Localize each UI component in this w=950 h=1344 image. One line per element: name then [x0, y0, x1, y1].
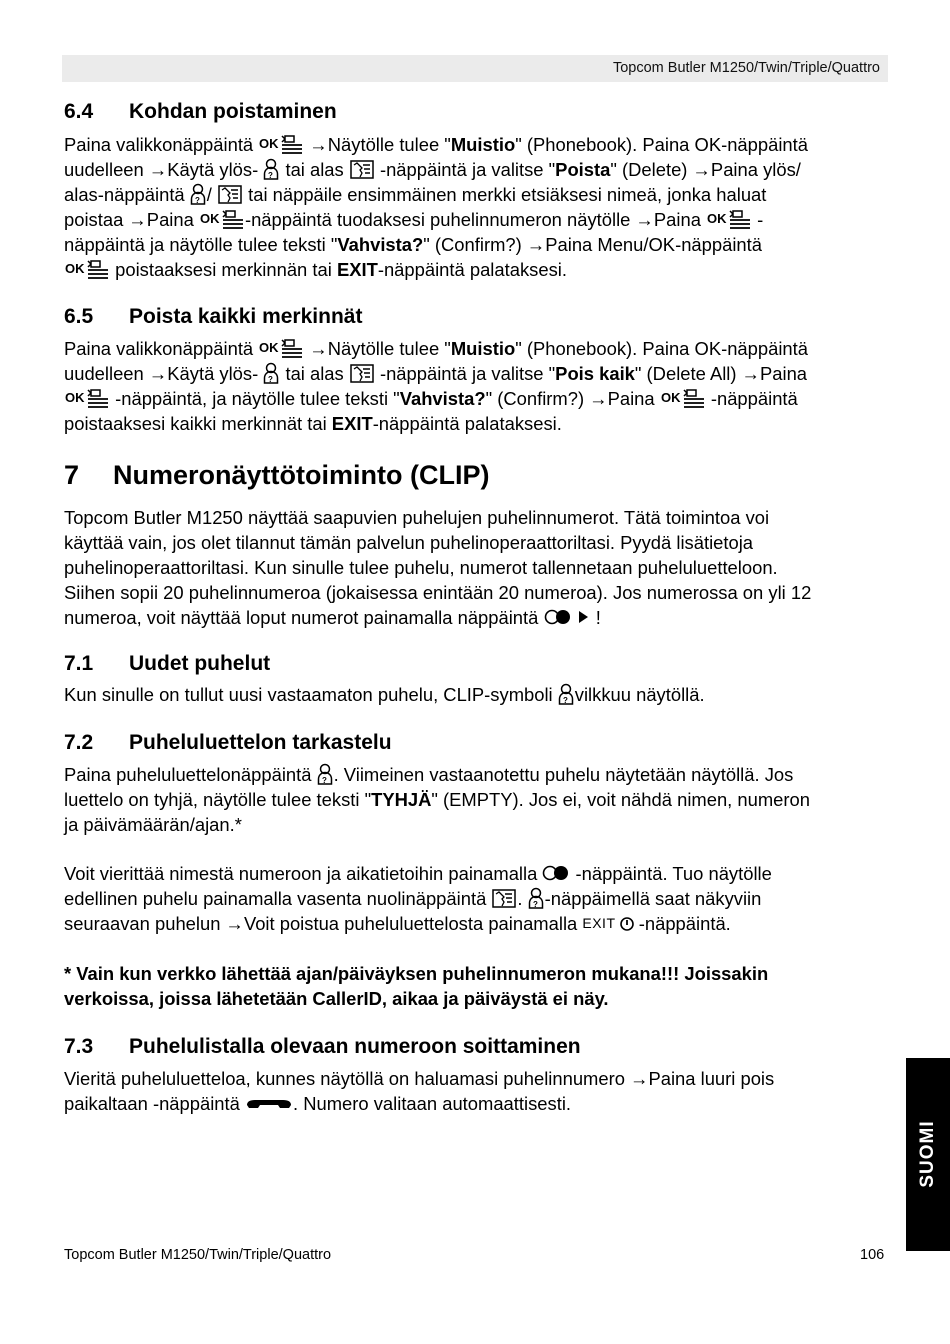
section-7-2-body-continued	[64, 861, 894, 936]
text: " (Delete All) →Paina	[634, 363, 808, 384]
ok-menu-icon	[258, 133, 304, 155]
text: " (Delete) →Paina ylös/	[610, 159, 801, 180]
text: -näppäintä tuodaksesi puhelinnumeron näytölle →Paina	[244, 209, 707, 230]
text: -näppäintä	[705, 388, 798, 409]
text: -	[752, 209, 764, 230]
section-7-2-body	[64, 762, 894, 837]
person-icon	[317, 763, 334, 785]
bold-text: Poista	[555, 159, 611, 180]
text: " (EMPTY). Jos ei, voit nähdä nimen, numeron	[431, 789, 810, 810]
text: " (Phonebook). Paina OK-näppäintä	[515, 338, 808, 359]
text: -näppäimellä saat näkyviin	[544, 888, 762, 909]
text: tai alas	[280, 159, 349, 180]
ok-menu-icon	[660, 387, 706, 409]
person-icon	[190, 183, 207, 205]
text-line: Topcom Butler M1250 näyttää saapuvien puhelujen puhelinnumerot. Tätä toimintoa voi	[64, 507, 770, 528]
text: .	[517, 888, 528, 909]
bold-text: Muistio	[450, 134, 516, 155]
footnote-line: * Vain kun verkko lähettää ajan/päiväyksen puhelinnumeron mukana!!! Joissakin	[64, 963, 769, 984]
text: seuraavan puhelun →Voit poistua puheluluettelosta painamalla	[64, 913, 583, 934]
text: !	[590, 607, 601, 628]
section-number: 6.5	[64, 305, 94, 328]
chapter-title: Numeronäyttötoiminto (CLIP)	[113, 460, 490, 490]
play-arrow-icon	[577, 608, 591, 626]
section-number: 6.4	[64, 100, 94, 123]
section-number: 7.1	[64, 652, 94, 675]
text-line: käyttää vain, jos olet tilannut tämän palvelun puhelinoperaattoriltasi. Pyydä lisätietoja	[64, 532, 754, 553]
footnote-line: verkoissa, joissa lähetetään CallerID, aikaa ja päiväystä ei näy.	[64, 988, 609, 1009]
section-title: Puhelulistalla olevaan numeroon soittaminen	[129, 1035, 581, 1058]
ok-menu-icon	[199, 208, 245, 230]
text: -näppäintä, ja näytölle tulee teksti "	[110, 388, 400, 409]
chapter-number: 7	[64, 460, 80, 490]
text: uudelleen →Käytä ylös-	[64, 363, 264, 384]
bold-text: EXIT	[336, 259, 378, 280]
bold-text: Vahvista?	[399, 388, 486, 409]
ok-menu-icon	[258, 337, 304, 359]
chapter-7-body	[64, 505, 894, 630]
person-icon	[528, 887, 545, 909]
text: poistaa →Paina	[64, 209, 199, 230]
page-number: 106	[860, 1247, 885, 1263]
toggle-key-icon	[544, 608, 572, 626]
section-7-3-body	[64, 1066, 894, 1116]
text: -näppäintä.	[633, 913, 731, 934]
section-title: Uudet puhelut	[129, 652, 271, 675]
text: -näppäintä palataksesi.	[372, 413, 562, 434]
text: -näppäintä palataksesi.	[377, 259, 567, 280]
ok-menu-icon	[64, 258, 110, 280]
bold-text: EXIT	[331, 413, 373, 434]
text: tai näppäile ensimmäinen merkki etsiäksesi nimeä, jonka haluat	[243, 184, 767, 205]
section-title: Poista kaikki merkinnät	[129, 305, 363, 328]
text: /	[206, 184, 217, 205]
section-title: Puheluluettelon tarkastelu	[129, 731, 392, 754]
text: " (Phonebook). Paina OK-näppäintä	[515, 134, 808, 155]
text: paikaltaan -näppäintä	[64, 1093, 245, 1114]
section-7-1-body	[64, 682, 894, 707]
text-line: Vieritä puheluluetteloa, kunnes näytöllä on haluamasi puhelinnumero →Paina luuri pois	[64, 1068, 775, 1089]
text: tai alas	[280, 363, 349, 384]
text: . Numero valitaan automaattisesti.	[292, 1093, 572, 1114]
text: →Näytölle tulee "	[304, 134, 451, 155]
header-bar	[62, 55, 888, 82]
section-6-5-body	[64, 336, 894, 436]
text: -näppäintä ja valitse "	[374, 363, 556, 384]
section-6-4-body	[64, 132, 894, 282]
ok-menu-icon	[706, 208, 752, 230]
language-tab	[906, 1058, 950, 1251]
bold-text: Muistio	[450, 338, 516, 359]
text: alas-näppäintä	[64, 184, 190, 205]
language-label: SUOMI	[917, 1120, 938, 1188]
text: poistaaksesi kaikki merkinnät tai	[64, 413, 332, 434]
text: . Viimeinen vastaanotettu puhelu näytetään näytöllä. Jos	[333, 764, 794, 785]
section-number: 7.2	[64, 731, 94, 754]
toggle-key-icon	[542, 864, 570, 882]
footnote	[64, 961, 894, 1011]
text: Kun sinulle on tullut uusi vastaamaton puhelu, CLIP-symboli	[64, 684, 558, 705]
exit-key-label: EXIT	[582, 914, 616, 931]
text: -näppäintä. Tuo näytölle	[570, 863, 772, 884]
text: " (Confirm?) →Paina	[485, 388, 660, 409]
text: Paina valikkonäppäintä	[64, 134, 259, 155]
header-title: Topcom Butler M1250/Twin/Triple/Quattro	[612, 60, 880, 76]
text: " (Confirm?) →Paina Menu/OK-näppäintä	[423, 234, 762, 255]
person-icon	[263, 158, 280, 180]
text: Paina valikkonäppäintä	[64, 338, 259, 359]
text: uudelleen →Käytä ylös-	[64, 159, 264, 180]
text: luettelo on tyhjä, näytölle tulee teksti "	[64, 789, 372, 810]
bold-text: TYHJÄ	[371, 789, 432, 810]
call-list-icon	[349, 363, 375, 384]
text-line: ja päivämäärän/ajan.*	[64, 814, 242, 835]
handset-icon	[245, 1095, 293, 1111]
call-list-icon	[349, 159, 375, 180]
bold-text: Vahvista?	[337, 234, 424, 255]
text: numeroa, voit näyttää loput numerot painamalla näppäintä	[64, 607, 544, 628]
text: edellinen puhelu painamalla vasenta nuolinäppäintä	[64, 888, 492, 909]
ok-menu-icon	[64, 387, 110, 409]
text-line: Siihen sopii 20 puhelinnumeroa (jokaisessa enintään 20 numeroa). Jos numerossa on yli 12	[64, 582, 812, 603]
text-line: puhelinoperaattoriltasi. Kun sinulle tulee puhelu, numerot tallennetaan puheluluetteloon.	[64, 557, 778, 578]
footer-title: Topcom Butler M1250/Twin/Triple/Quattro	[64, 1247, 332, 1263]
person-icon	[263, 362, 280, 384]
section-title: Kohdan poistaminen	[129, 100, 337, 123]
text: -näppäintä ja valitse "	[374, 159, 556, 180]
clip-symbol-icon	[558, 683, 575, 705]
text: Paina puheluluettelonäppäintä	[64, 764, 317, 785]
bold-text: Pois kaik	[555, 363, 635, 384]
text: vilkkuu näytöllä.	[574, 684, 705, 705]
text: Voit vierittää nimestä numeroon ja aikatietoihin painamalla	[64, 863, 543, 884]
exit-key-icon	[582, 911, 633, 936]
text: →Näytölle tulee "	[304, 338, 451, 359]
call-list-icon	[491, 888, 517, 909]
text: poistaaksesi merkinnän tai	[110, 259, 337, 280]
call-list-icon	[217, 184, 243, 205]
text: näppäintä ja näytölle tulee teksti "	[64, 234, 338, 255]
section-number: 7.3	[64, 1035, 94, 1058]
